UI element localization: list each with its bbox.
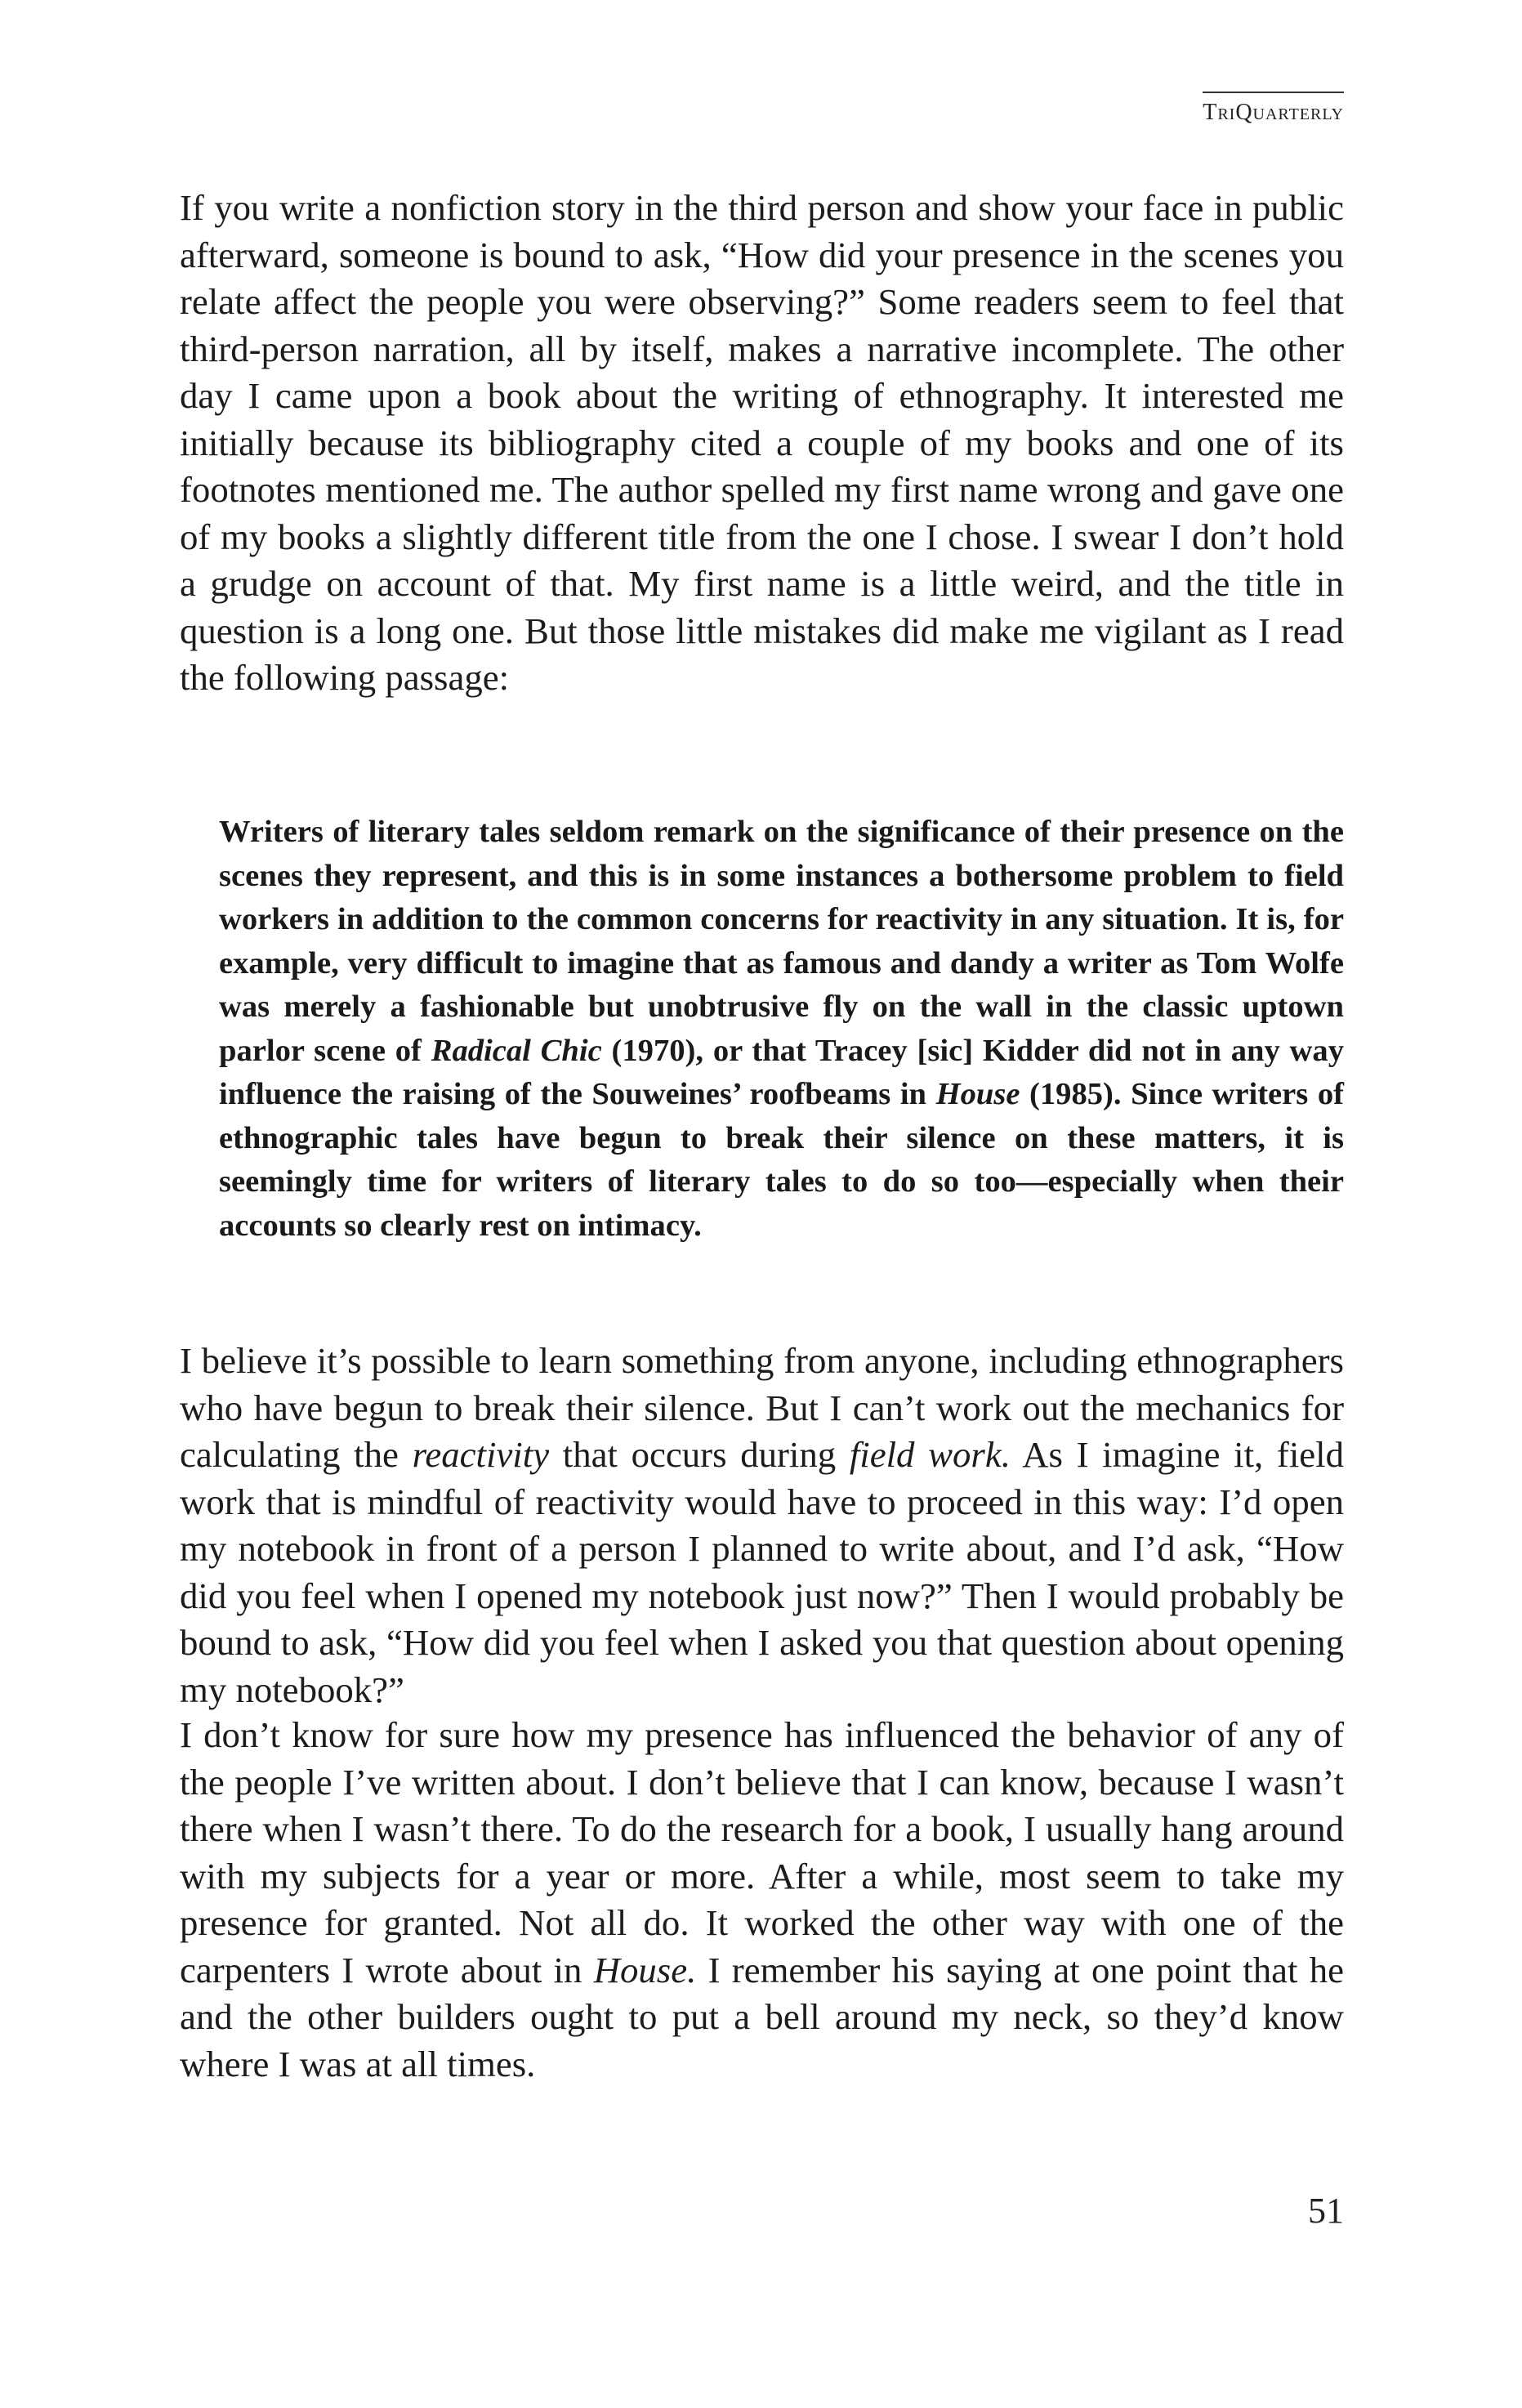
p2-part-a: I believe it’s possible to learn something from anyone, including ethnographers who have begun to break their silence. But I can’t work out the mechanics for calculating the [180, 1340, 1344, 1475]
paragraph-3-text [180, 1712, 1344, 2088]
p2-em-reactivity: reactivity [412, 1434, 550, 1475]
paragraph-1-text: If you write a nonfiction story in the third person and show your face in public afterward, someone is bound to ask, “How did your presence in the scenes you relate affect the people you were observing?” Some readers seem to feel that third-person narration, all by itself, makes a narrative incomplete. The other day I came upon a book about the writing of ethnography. It interested me initially because its bibliography cited a couple of my books and one of its footnotes mentioned me. The author spelled my first name wrong and gave one of my books a slightly different title from the one I chose. I swear I don’t hold a grudge on account of that. My first name is a little weird, and the title in question is a long one. But those little mistakes did make me vigilant as I read the following passage: [180, 187, 1344, 698]
p3-em-house: House. [593, 1949, 697, 1990]
p3-part-b: I remember his saying at one point that he and the other builders ought to put a bell around my neck, so they’d know where I was at all times. [180, 1949, 1344, 2084]
block-quote [219, 811, 1344, 1248]
running-head [1203, 92, 1344, 126]
p2-part-b: that occurs during [549, 1434, 850, 1475]
p2-em-field-work: field work. [849, 1434, 1011, 1475]
block-quote-text [219, 811, 1344, 1248]
paragraph-2-text [180, 1338, 1344, 1713]
quote-part-a: Writers of literary tales seldom remark on the significance of their presence on the scenes they represent, and this is in some instances a bothersome problem to field workers in addition to the common concerns for reactivity in any situation. It is, for example, very difficult to imagine that as famous and dandy a writer as Tom Wolfe was merely a fashionable but unobtrusive fly on the wall in the classic uptown parlor scene of [219, 815, 1344, 1068]
quote-title-radical-chic: Radical Chic [431, 1033, 602, 1068]
page-number: 51 [1308, 2191, 1344, 2231]
p2-part-c: As I imagine it, field work that is mindful of reactivity would have to proceed in this way: I’d open my notebook in front of a person I planned to write about, and I’d ask, “How did you feel when I opened my notebook just now?” Then I would probably be bound to ask, “How did you feel when I asked you that question about opening my notebook?” [180, 1434, 1344, 1710]
header-rule [1203, 92, 1344, 93]
paragraph-2 [180, 1338, 1344, 1713]
paragraph-3 [180, 1712, 1344, 2088]
quote-title-house: House [935, 1077, 1020, 1111]
quote-part-c: (1985). Since writers of ethnographic tales have begun to break their silence on these matters, it is seemingly time for writers of literary tales to do so too—especially when their accounts so clearly rest on intimacy. [219, 1077, 1345, 1243]
running-title: TriQuarterly [1203, 100, 1344, 125]
quote-part-b: (1970), or that Tracey [sic] Kidder did not in any way influence the raising of the Souweines’ roofbeams in [219, 1033, 1344, 1111]
p3-part-a: I don’t know for sure how my presence has influenced the behavior of any of the people I’ve written about. I don’t believe that I can know, because I wasn’t there when I wasn’t there. To do the research for a book, I usually hang around with my subjects for a year or more. After a while, most seem to take my presence for granted. Not all do. It worked the other way with one of the carpenters I wrote about in [180, 1714, 1344, 1990]
paragraph-1 [180, 185, 1344, 702]
